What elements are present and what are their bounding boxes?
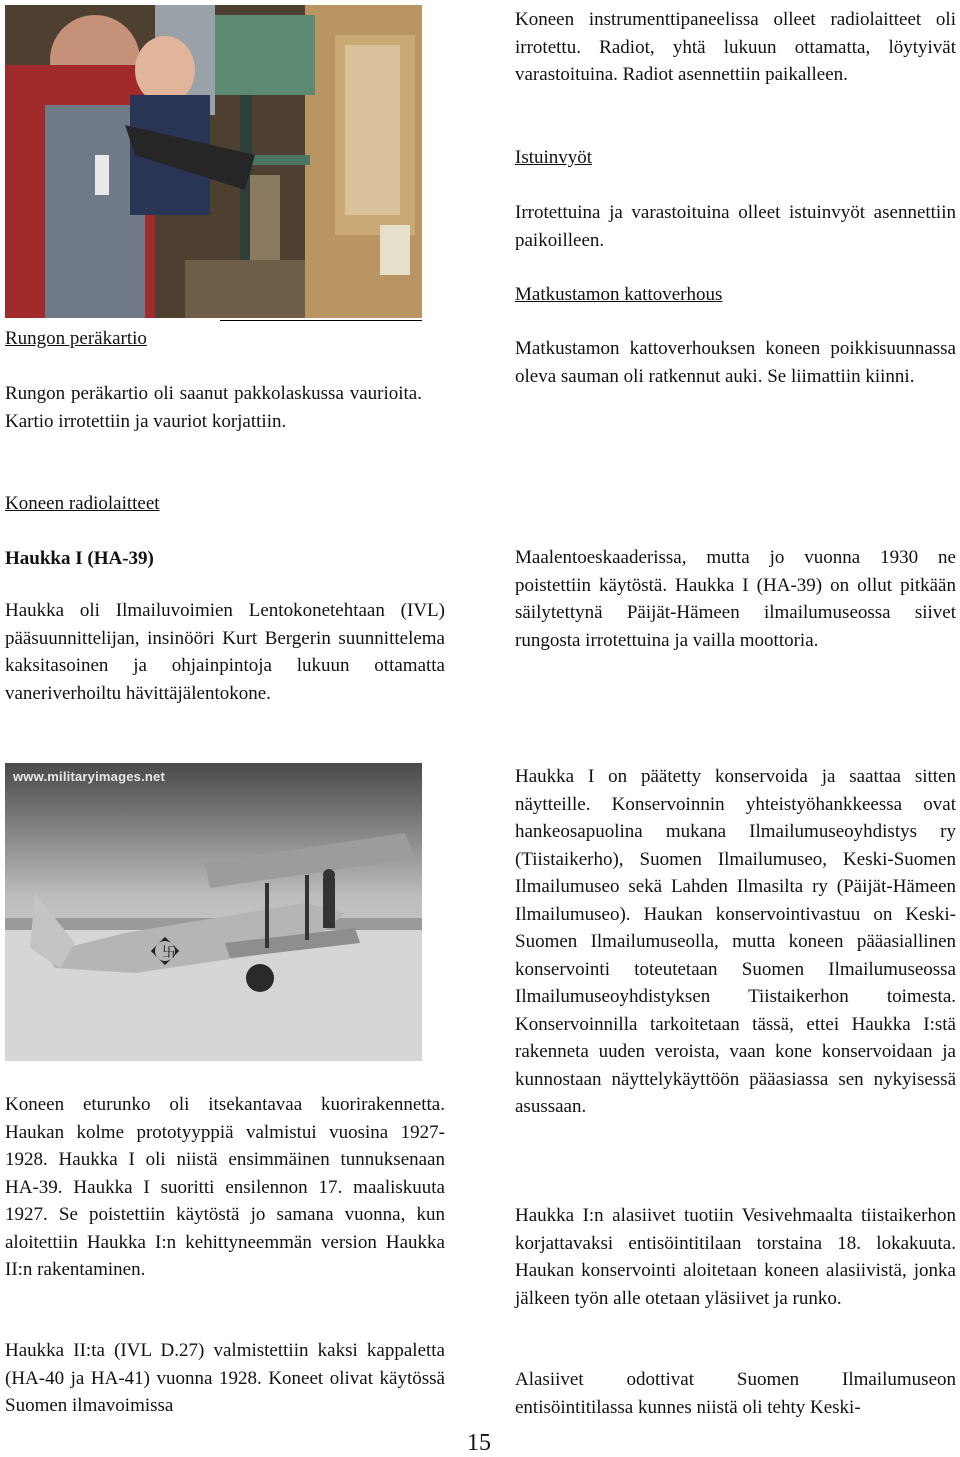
photo-caption-rule: [220, 320, 422, 321]
istuinvyot-heading: Istuinvyöt: [515, 147, 593, 168]
radio-heading: Koneen radiolaitteet: [5, 493, 160, 514]
katto-paragraph: Matkustamon kattoverhouksen koneen poikkisuunnassa oleva sauman oli ratkennut auki. Se liimattiin kiinni.: [515, 338, 956, 387]
rungon-paragraph: Rungon peräkartio oli saanut pakkolaskussa vaurioita. Kartio irrotettiin ja vauriot korjattiin.: [5, 383, 422, 432]
haukka2-paragraph: Haukka II:ta (IVL D.27) valmistettiin kaksi kappaletta (HA-40 ja HA-41) vuonna 1928. Koneet olivat käytössä Suomen ilmavoimissa: [5, 1340, 445, 1416]
svg-text:卐: 卐: [162, 945, 176, 961]
rungon-heading: Rungon peräkartio: [5, 328, 147, 349]
maalento-paragraph: Maalentoeskaaderissa, mutta jo vuonna 1930 ne poistettiin käytöstä. Haukka I (HA-39) on ollut pitkään säilytettynä Päijät-Hämeen ilmailumuseossa siivet rungosta irrotettuina ja vailla moottoria.: [515, 547, 956, 651]
radio-paragraph: Koneen instrumenttipaneelissa olleet radiolaitteet oli irrotettu. Radiot, yhtä lukuun ottamatta, löytyivät varastoituina. Radiot asennettiin paikalleen.: [515, 9, 956, 85]
workshop-photo-image: [5, 5, 422, 318]
haukka-paragraph: Haukka oli Ilmailuvoimien Lentokonetehtaan (IVL) pääsuunnittelijan, insinööri Kurt Bergerin suunnittelema kaksitasoinen ja ohjainpintoja lukuun ottamatta vaneriverhoiltu hävittäjälentokone.: [5, 600, 445, 704]
haukka-heading: Haukka I (HA-39): [5, 548, 154, 569]
page-number: 15: [467, 1430, 491, 1456]
aircraft-photo-image: [5, 763, 422, 1061]
eturunko-paragraph: Koneen eturunko oli itsekantavaa kuorirakennetta. Haukan kolme prototyyppiä valmistui vuosina 1927-1928. Haukka I oli niistä ensimmäinen tunnuksenaan HA-39. Haukka I suoritti ensilennon 17. maaliskuuta 1927. Se poistettiin käytöstä jo samana vuonna, kun aloitettiin Haukka I:n kehittyneemmän version Haukka II:n rakentaminen.: [5, 1094, 445, 1280]
odottivat-paragraph: Alasiivet odottivat Suomen Ilmailumuseon entisöintitilassa kunnes niistä oli tehty Keski-: [515, 1369, 956, 1418]
istuinvyot-paragraph: Irrotettuina ja varastoituina olleet istuinvyöt asennettiin paikoilleen.: [515, 202, 956, 251]
alasiivet-paragraph: Haukka I:n alasiivet tuotiin Vesivehmaalta tiistaikerhon korjattavaksi entisöintitilaan torstaina 18. lokakuuta. Haukan konservointi aloitetaan koneen alasiivistä, jonka jälkeen työn alle otetaan yläsiivet ja runko.: [515, 1205, 956, 1309]
photo-watermark: www.militaryimages.net: [13, 769, 166, 784]
aircraft-photo: [5, 763, 422, 1061]
katto-heading: Matkustamon kattoverhous: [515, 284, 723, 305]
konservointi-paragraph: Haukka I on päätetty konservoida ja saattaa sitten näytteille. Konservoinnin yhteistyöhankkeessa ovat hankeosapuolina mukana Ilmailumuseoyhdistys ry (Tiistaikerho), Suomen Ilmailumuseo, Keski-Suomen Ilmailumuseo sekä Lahden Ilmasilta ry (Päijät-Hämeen Ilmailumuseo). Haukan konservointivastuu on Keski-Suomen Ilmailumuseolla, mutta koneen pääasiallinen konservointi toteutetaan Suomen Ilmailumuseossa Ilmailumuseoyhdistyksen Tiistaikerhon toimesta. Konservoinnilla tarkoitetaan tässä, ettei Haukka I:stä rakenneta uuden veroista, vaan kone konservoidaan ja kunnostaan näyttelykäyttöön pääasiassa sen nykyisessä asussaan.: [515, 766, 956, 1117]
workshop-photo: [5, 5, 422, 318]
